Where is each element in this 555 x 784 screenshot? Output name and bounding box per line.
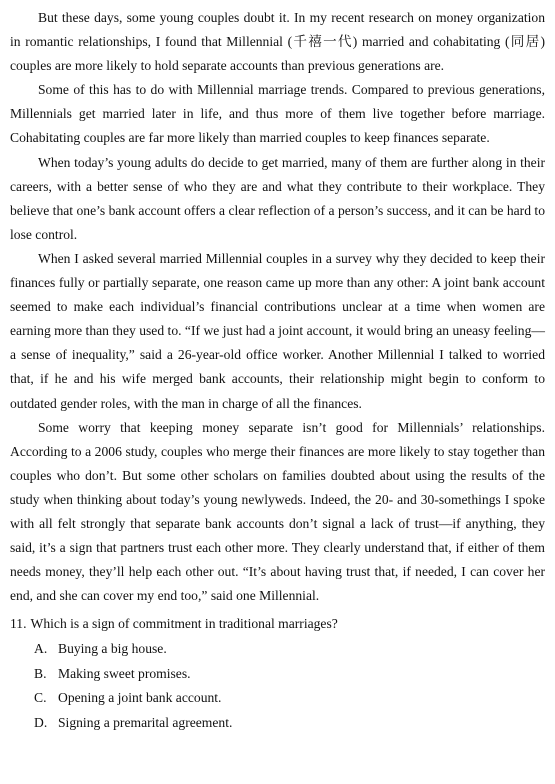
question-stem (10, 612, 545, 637)
option-letter: C. (34, 690, 47, 706)
option-letter: D. (34, 714, 48, 730)
paragraph: When today’s young adults do decide to get married, many of them are further along in their careers, with a better sense of who they are and what they contribute to their workplace. They believe that one’s bank account offers a clear reflection of a person’s success, and it can be hard to lose control. (10, 154, 545, 242)
option-a (34, 637, 545, 662)
paragraph: Some of this has to do with Millennial marriage trends. Compared to previous generations, Millennials get married later in life, and thus more of them live together before marriage. Cohabitating couples are far more likely than married couples to keep finances separate. (10, 82, 545, 146)
option-letter: B. (34, 665, 47, 681)
option-c (34, 686, 545, 711)
option-text: Signing a premarital agreement. (58, 714, 233, 730)
paragraph: When I asked several married Millennial couples in a survey why they decided to keep their finances fully or partially separate, one reason came up more than any other: A joint bank account seemed to make each individual’s financial contributions unclear at a time when women are earning more than they used to. “If we just had a joint account, it would bring an uneasy feeling—a sense of inequality,” said a 26-year-old office worker. Another Millennial I talked to worried that, if he and his wife merged bank accounts, their relationship might begin to conform to outdated gender roles, with the man in charge of all the finances. (10, 250, 545, 411)
paragraph: Some worry that keeping money separate isn’t good for Millennials’ relationships. According to a 2006 study, couples who merge their finances are more likely to stay together than couples who don’t. But some other scholars on families doubted about using the results of the study when thinking about today’s young newlyweds. Indeed, the 20- and 30-somethings I spoke with all felt strongly that separate bank accounts don’t signal a lack of trust—if anything, they said, it’s a sign that partners trust each other more. They clearly understand that, if either of them needs money, they’ll help each other out. “It’s about having trust that, if needed, I can cover her end, and she can cover my end too,” said one Millennial. (10, 419, 545, 604)
passage (10, 6, 545, 608)
option-text: Buying a big house. (58, 640, 167, 656)
paragraph: But these days, some young couples doubt it. In my recent research on money organization in romantic relationships, I found that Millennial (千禧一代) married and cohabitating (同居) couples are more likely to hold separate accounts than previous generations are. (10, 10, 545, 74)
option-b (34, 662, 545, 687)
option-text: Opening a joint bank account. (58, 690, 222, 706)
question-block (10, 612, 545, 735)
option-letter: A. (34, 640, 48, 656)
question-number: 11. (10, 616, 27, 632)
option-text: Making sweet promises. (58, 665, 191, 681)
question-text: Which is a sign of commitment in traditional marriages? (30, 616, 338, 632)
option-d (34, 711, 545, 736)
